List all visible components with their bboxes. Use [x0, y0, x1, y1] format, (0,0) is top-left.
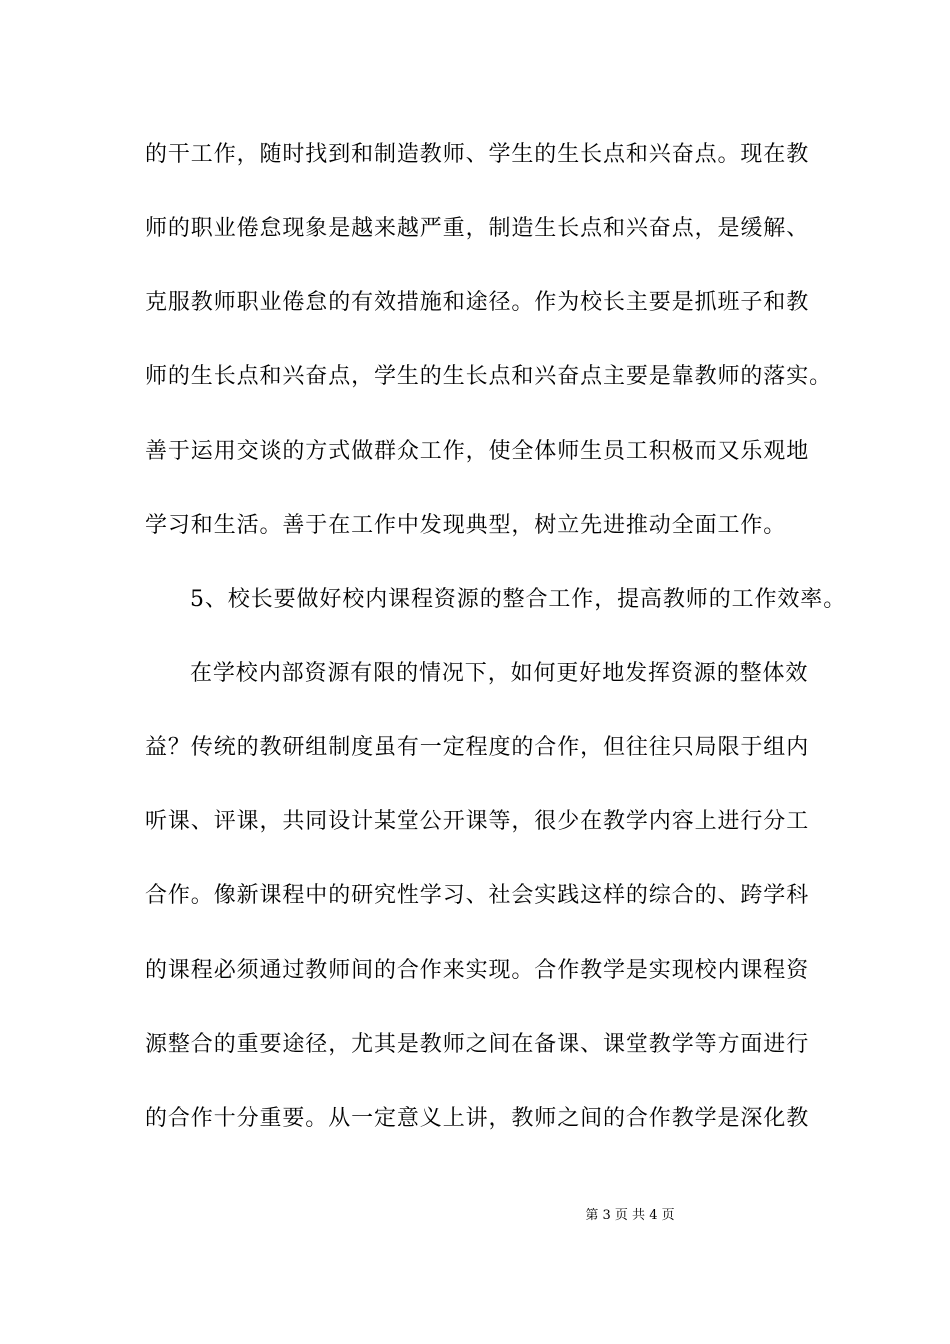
section-heading-line: 5、校长要做好校内课程资源的整合工作，提高教师的工作效率。	[190, 586, 847, 612]
body-text-line: 的合作十分重要。从一定意义上讲，教师之间的合作教学是深化教	[145, 1105, 810, 1131]
paragraph-body	[145, 637, 905, 1156]
body-text-line: 善于运用交谈的方式做群众工作，使全体师生员工积极而又乐观地	[145, 438, 810, 464]
body-text-line: 源整合的重要途径，尤其是教师之间在备课、课堂教学等方面进行	[145, 1031, 810, 1057]
document-body	[145, 118, 905, 1156]
paragraph-continuation	[145, 118, 905, 563]
body-text-line: 的干工作，随时找到和制造教师、学生的生长点和兴奋点。现在教	[145, 142, 810, 167]
body-text-line: 听课、评课，共同设计某堂公开课等，很少在教学内容上进行分工	[145, 809, 810, 835]
paragraph-section-heading	[145, 563, 905, 637]
page-number: 第 3 页 共 4 页	[585, 1208, 675, 1223]
body-text-line: 的课程必须通过教师间的合作来实现。合作教学是实现校内课程资	[145, 957, 810, 983]
body-text-line: 合作。像新课程中的研究性学习、社会实践这样的综合的、跨学科	[145, 883, 810, 909]
body-text-line: 克服教师职业倦怠的有效措施和途径。作为校长主要是抓班子和教	[145, 290, 810, 316]
page-footer	[560, 1206, 700, 1226]
body-text-line: 学习和生活。善于在工作中发现典型，树立先进推动全面工作。	[145, 512, 787, 538]
body-text-line: 益？传统的教研组制度虽有一定程度的合作，但往往只局限于组内	[145, 735, 810, 761]
body-text-line: 师的生长点和兴奋点，学生的生长点和兴奋点主要是靠教师的落实。	[145, 364, 833, 390]
body-text-line: 在学校内部资源有限的情况下，如何更好地发挥资源的整体效	[190, 660, 809, 686]
body-text-line: 师的职业倦怠现象是越来越严重，制造生长点和兴奋点，是缓解、	[145, 216, 810, 242]
